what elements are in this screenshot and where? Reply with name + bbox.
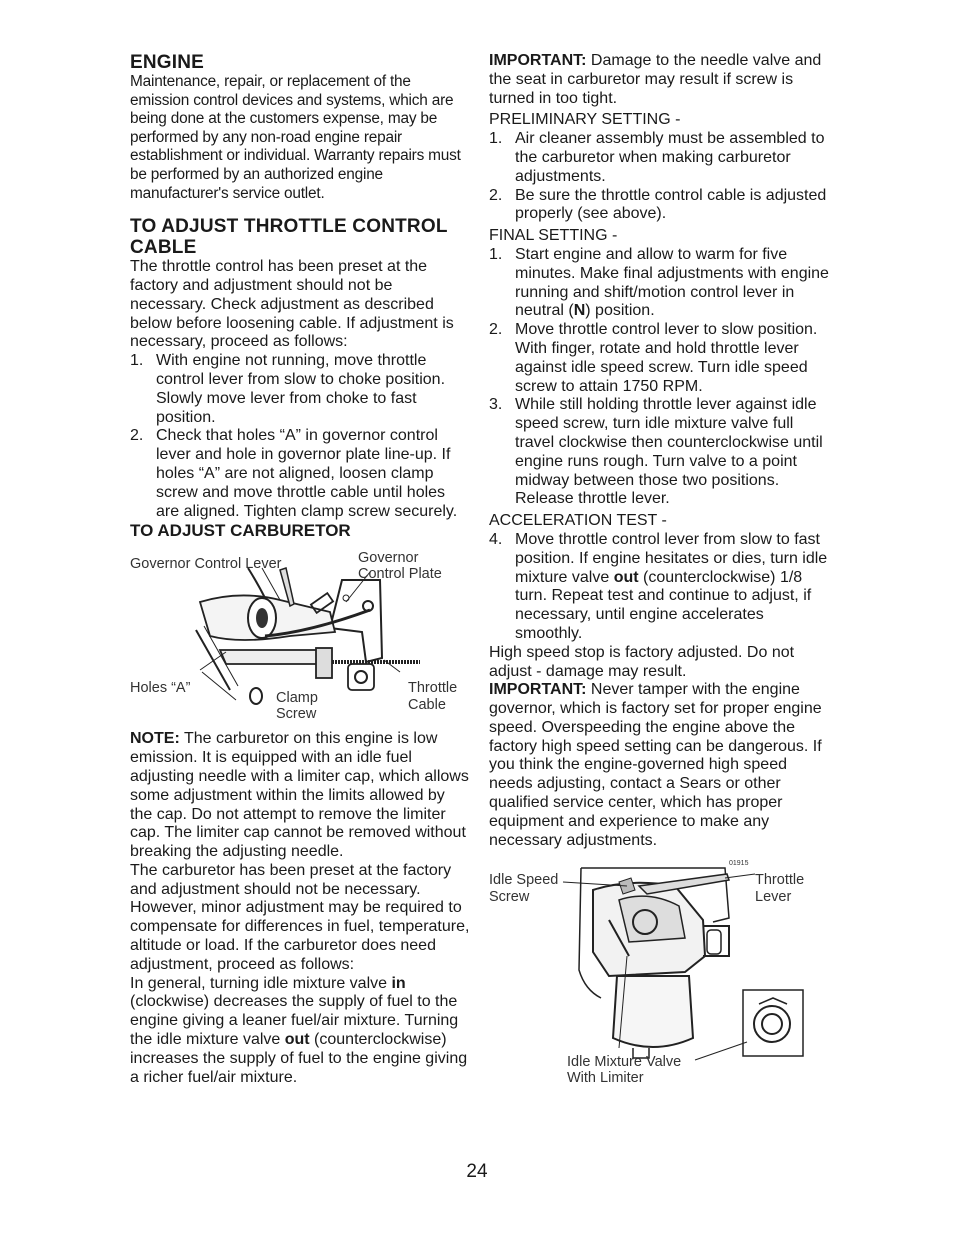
idle-mixture-valve-label-line1: Idle Mixture Valve (567, 1054, 682, 1071)
idle-mixture-valve-label-line2: With Limiter (567, 1070, 644, 1087)
governor-plate-label-line1: Governor (358, 550, 419, 567)
preset-paragraph: The carburetor has been preset at the factory and adjustment should not be necessary. However, minor adjustment may be required to compensate for differences in fuel, temperature, altitude or load. If the carburetor does need adjustment, proceed as follows: (130, 861, 470, 973)
high-speed-paragraph: High speed stop is factory adjusted. Do not adjust - damage may result. (489, 643, 795, 680)
important-governor-paragraph: IMPORTANT: Never tamper with the engine governor, which is factory set for proper engine speed. Overspeeding the engine above the factory high speed setting can be dangerous. If you think the engine-governed high speed needs adjusting, contact a Sears or other qualified service center, which has proper equipment and experience to make any necessary adjustments. (489, 681, 822, 849)
carburetor-diagram (489, 860, 834, 1086)
final-setting-heading: FINAL SETTING - (489, 227, 618, 245)
note-paragraph: NOTE: The carburetor on this engine is low emission. It is equipped with an idle fuel adjusting needle with a limiter cap, which allows some adjustment within the limits allowed by the cap. Do not attempt to remove the limiter cap. The limiter cap cannot be removed without breaking the adjusting needle. (130, 730, 469, 861)
governor-control-lever-label: Governor Control Lever (130, 556, 282, 573)
carburetor-heading: TO ADJUST CARBURETOR (130, 521, 351, 541)
important-paragraph: IMPORTANT: Damage to the needle valve and the seat in carburetor may result if screw is turned in too tight. (489, 52, 822, 107)
holes-a-label: Holes “A” (130, 680, 191, 697)
clamp-screw-label-line2: Screw (276, 706, 317, 723)
engine-heading: ENGINE (130, 52, 205, 73)
list-item: 2. Move throttle control lever to slow position. With finger, rotate and hold throttle lever against idle speed screw. Turn idle speed screw to attain 1750 RPM. (489, 321, 818, 395)
preliminary-heading: PRELIMINARY SETTING - (489, 111, 681, 129)
list-item: 1. With engine not running, move throttle control lever from slow to choke position. Slowly move lever from choke to fast position. (130, 352, 446, 426)
throttle-lever-label-line1: Throttle (755, 872, 805, 889)
clamp-screw-label-line1: Clamp (276, 690, 318, 707)
list-item: 2. Be sure the throttle control cable is adjusted properly (see above). (489, 186, 827, 223)
throttle-intro-paragraph: The throttle control has been preset at the factory and adjustment should not be necessary. Check adjustment as described below before loosening cable. If adjustment is necessary, proceed as follows: (130, 258, 454, 351)
throttle-cable-label-line2: Cable (408, 697, 446, 714)
acceleration-test-heading: ACCELERATION TEST - (489, 512, 667, 530)
throttle-cable-heading: TO ADJUST THROTTLE CONTROL CABLE (130, 216, 448, 259)
left-column (130, 52, 470, 1087)
list-item: 1. Air cleaner assembly must be assembled to the carburetor when making carburetor adjustments. (489, 130, 825, 185)
governor-plate-label-line2: Control Plate (358, 566, 442, 583)
idle-speed-screw-label-line1: Idle Speed (489, 872, 559, 889)
list-item: 1. Start engine and allow to warm for five minutes. Make final adjustments with engine running and shift/motion control lever in neutral (N) position. (489, 245, 829, 320)
right-column (489, 52, 834, 1086)
page-number: 24 (466, 1161, 488, 1182)
list-item: 3. While still holding throttle lever against idle speed screw, turn idle mixture valve full travel clockwise then counterclockwise until engine runs rough. Turn valve to a point midway between those two positions. Release throttle lever. (489, 396, 823, 508)
list-item: 4. Move throttle control lever from slow to fast position. If engine hesitates or dies, turn idle mixture valve out (counterclockwise) 1/8 turn. Repeat test and continue to adjust, if necessary, until engine accelerates smoothly. (489, 530, 828, 642)
governor-diagram (130, 540, 470, 723)
idle-speed-screw-label-line2: Screw (489, 889, 530, 906)
throttle-lever-label-line2: Lever (755, 889, 792, 906)
acceleration-steps-list (489, 531, 834, 644)
throttle-steps-list (130, 352, 470, 521)
figure-code: 01915 (729, 860, 749, 868)
throttle-cable-label-line1: Throttle (408, 680, 458, 697)
preliminary-steps-list (489, 130, 834, 224)
engine-paragraph: Maintenance, repair, or replacement of the emission control devices and systems, which are being done at the customers expense, may be performed by any non-road engine repair establishment or individual. Warranty repairs must be performed by an authorized engine manufacturer's service outlet. (130, 73, 461, 202)
general-paragraph: In general, turning idle mixture valve in (clockwise) decreases the supply of fuel to the engine giving a leaner fuel/air mixture. Turning the idle mixture valve out (counterclockwise) increases the supply of fuel to the engine giving a richer fuel/air mixture. (130, 974, 468, 1086)
list-item: 2. Check that holes “A” in governor control lever and hole in governor plate line-up. If holes “A” are not aligned, loosen clamp screw and move throttle cable until holes are aligned. Tighten clamp screw securely. (130, 427, 458, 520)
final-steps-list (489, 246, 834, 509)
